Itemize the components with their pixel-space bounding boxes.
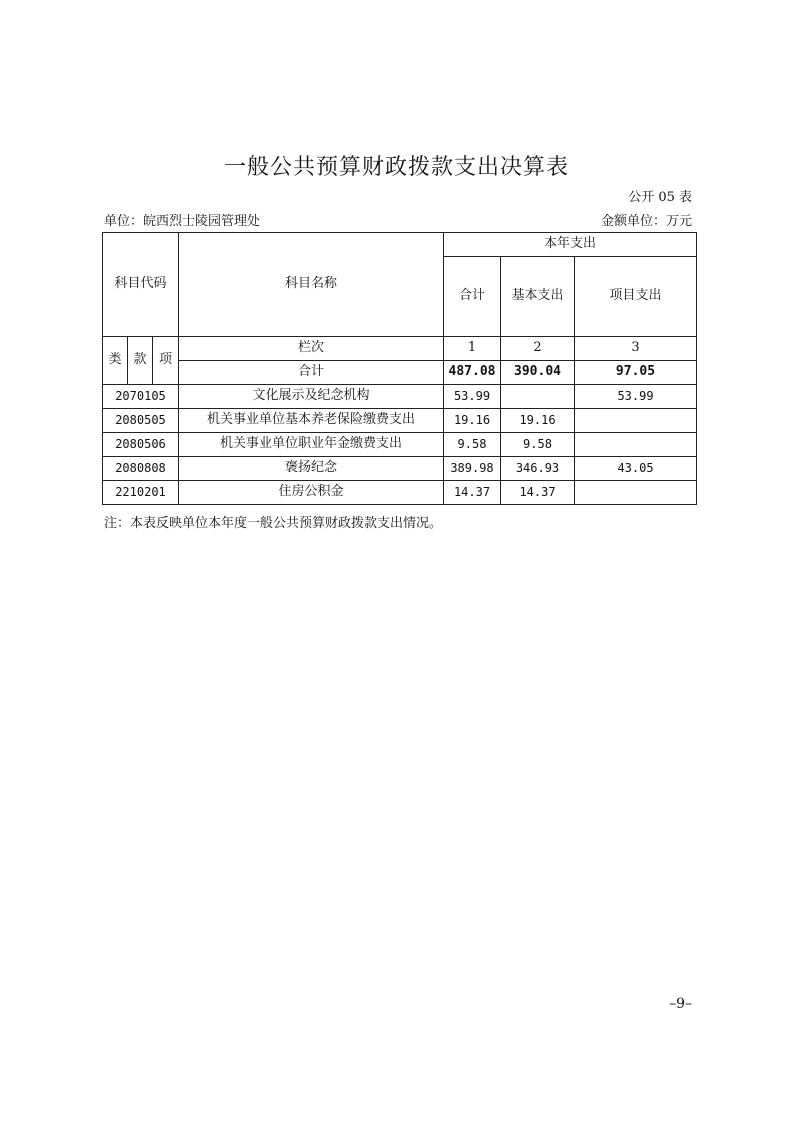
row-project: [575, 433, 697, 457]
row-code: 2080506: [103, 433, 179, 457]
header-total: 合计: [444, 257, 501, 337]
table-note: 注：本表反映单位本年度一般公共预算财政拨款支出情况。: [104, 516, 443, 531]
header-basic: 基本支出: [501, 257, 575, 337]
row-code: 2080505: [103, 409, 179, 433]
amount-unit-label: 金额单位：万元: [600, 214, 692, 229]
page-title: 一般公共预算财政拨款支出决算表: [223, 155, 569, 180]
row-total: 9.58: [444, 433, 501, 457]
header-current-year: 本年支出: [444, 233, 697, 257]
row-total: 389.98: [444, 457, 501, 481]
col-index-2: 2: [501, 337, 575, 361]
table-number: 公开 05 表: [628, 190, 692, 205]
row-basic: 19.16: [501, 409, 575, 433]
row-name: 机关事业单位职业年金缴费支出: [179, 433, 444, 457]
page-number: –9–: [669, 996, 692, 1012]
row-project: 53.99: [575, 385, 697, 409]
row-project: [575, 409, 697, 433]
table-row: [103, 481, 697, 505]
budget-table: [102, 232, 697, 505]
col-index-3: 3: [575, 337, 697, 361]
row-total: 19.16: [444, 409, 501, 433]
header-name: 科目名称: [179, 233, 444, 337]
total-row-project: 97.05: [575, 361, 697, 385]
header-xiang: 项: [153, 337, 179, 385]
row-project: 43.05: [575, 457, 697, 481]
table-row: [103, 457, 697, 481]
row-total: 53.99: [444, 385, 501, 409]
row-code: 2210201: [103, 481, 179, 505]
row-basic: [501, 385, 575, 409]
total-row-basic: 390.04: [501, 361, 575, 385]
row-project: [575, 481, 697, 505]
table-row: [103, 385, 697, 409]
row-name: 机关事业单位基本养老保险缴费支出: [179, 409, 444, 433]
header-lei: 类: [103, 337, 128, 385]
row-basic: 9.58: [501, 433, 575, 457]
row-basic: 14.37: [501, 481, 575, 505]
header-code: 科目代码: [103, 233, 179, 337]
table-row: [103, 433, 697, 457]
header-kuan: 款: [128, 337, 153, 385]
row-total: 14.37: [444, 481, 501, 505]
row-code: 2080808: [103, 457, 179, 481]
row-basic: 346.93: [501, 457, 575, 481]
row-name: 文化展示及纪念机构: [179, 385, 444, 409]
row-code: 2070105: [103, 385, 179, 409]
header-project: 项目支出: [575, 257, 697, 337]
header-lanci: 栏次: [179, 337, 444, 361]
col-index-1: 1: [444, 337, 501, 361]
table-row: [103, 409, 697, 433]
row-name: 褒扬纪念: [179, 457, 444, 481]
row-name: 住房公积金: [179, 481, 444, 505]
total-row-total: 487.08: [444, 361, 501, 385]
total-row-label: 合计: [179, 361, 444, 385]
unit-label: 单位：皖西烈士陵园管理处: [104, 214, 261, 229]
